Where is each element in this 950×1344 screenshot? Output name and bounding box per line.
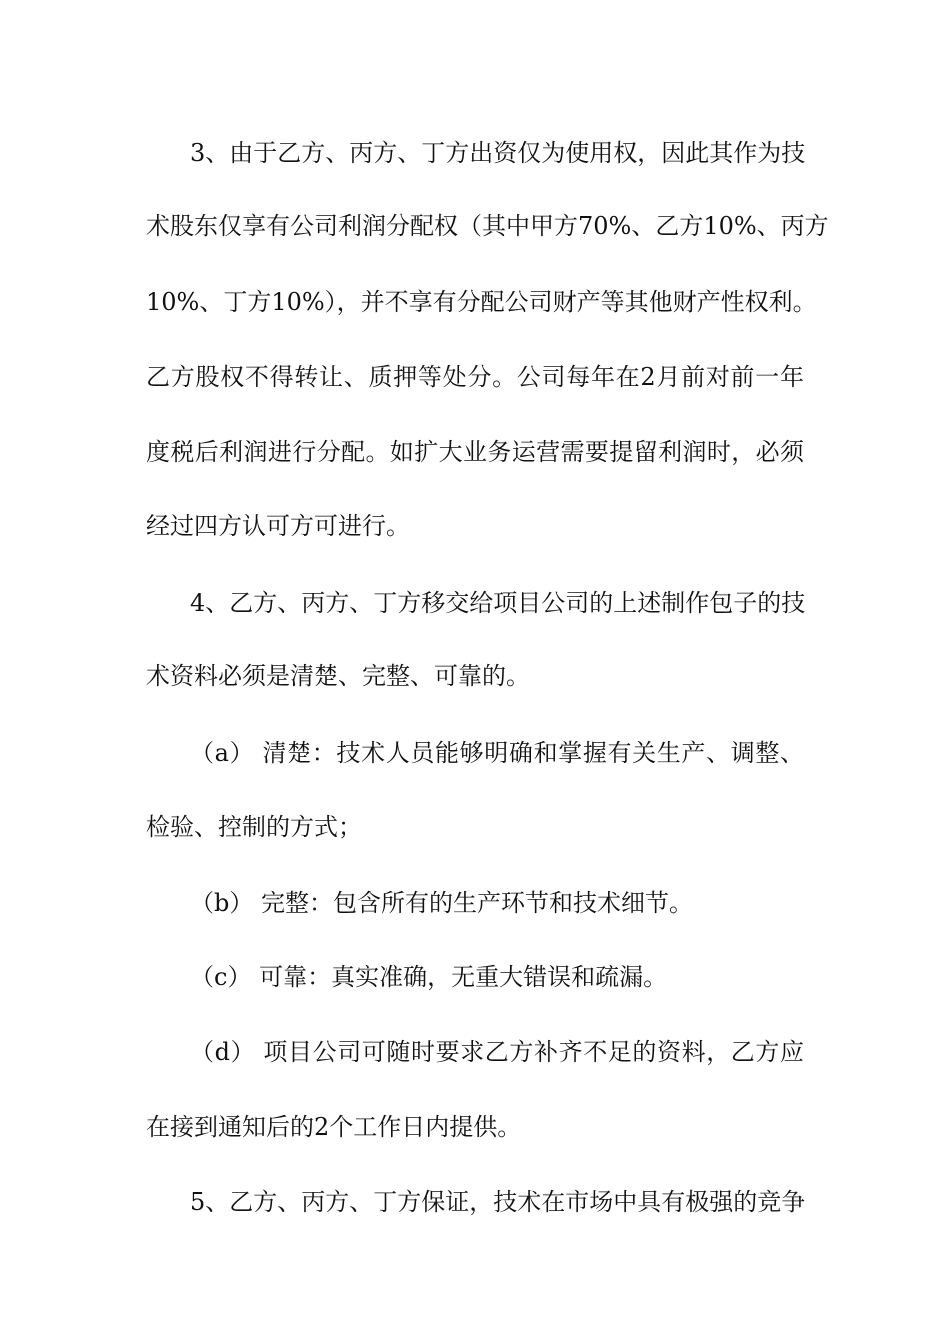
- item-d-line-1: （d） 项目公司可随时要求乙方补齐不足的资料，乙方应: [190, 1038, 804, 1066]
- paragraph-4-line-2: 术资料必须是清楚、完整、可靠的。: [146, 662, 530, 690]
- paragraph-3-line-5: 度税后利润进行分配。如扩大业务运营需要提留利润时，必须: [146, 438, 804, 466]
- paragraph-3-line-3: 10%、丁方10%），并不享有分配公司财产等其他财产性权利。: [146, 288, 817, 316]
- paragraph-4-line-1: 4、乙方、丙方、丁方移交给项目公司的上述制作包子的技: [190, 589, 806, 617]
- item-d-line-2: 在接到通知后的2个工作日内提供。: [146, 1113, 522, 1141]
- paragraph-3-line-4: 乙方股权不得转让、质押等处分。公司每年在2月前对前一年: [146, 363, 804, 391]
- item-a-line-2: 检验、控制的方式；: [146, 813, 362, 841]
- item-a-line-1: （a） 清楚：技术人员能够明确和掌握有关生产、调整、: [190, 739, 804, 767]
- item-c: （c） 可靠：真实准确，无重大错误和疏漏。: [190, 963, 668, 991]
- paragraph-5-line-1: 5、乙方、丙方、丁方保证，技术在市场中具有极强的竞争: [190, 1188, 806, 1216]
- paragraph-3-line-6: 经过四方认可方可进行。: [146, 512, 410, 540]
- paragraph-3-line-1: 3、由于乙方、丙方、丁方出资仅为使用权，因此其作为技: [190, 139, 806, 167]
- paragraph-3-line-2: 术股东仅享有公司利润分配权（其中甲方70%、乙方10%、丙方: [146, 212, 829, 240]
- item-b: （b） 完整：包含所有的生产环节和技术细节。: [190, 889, 693, 917]
